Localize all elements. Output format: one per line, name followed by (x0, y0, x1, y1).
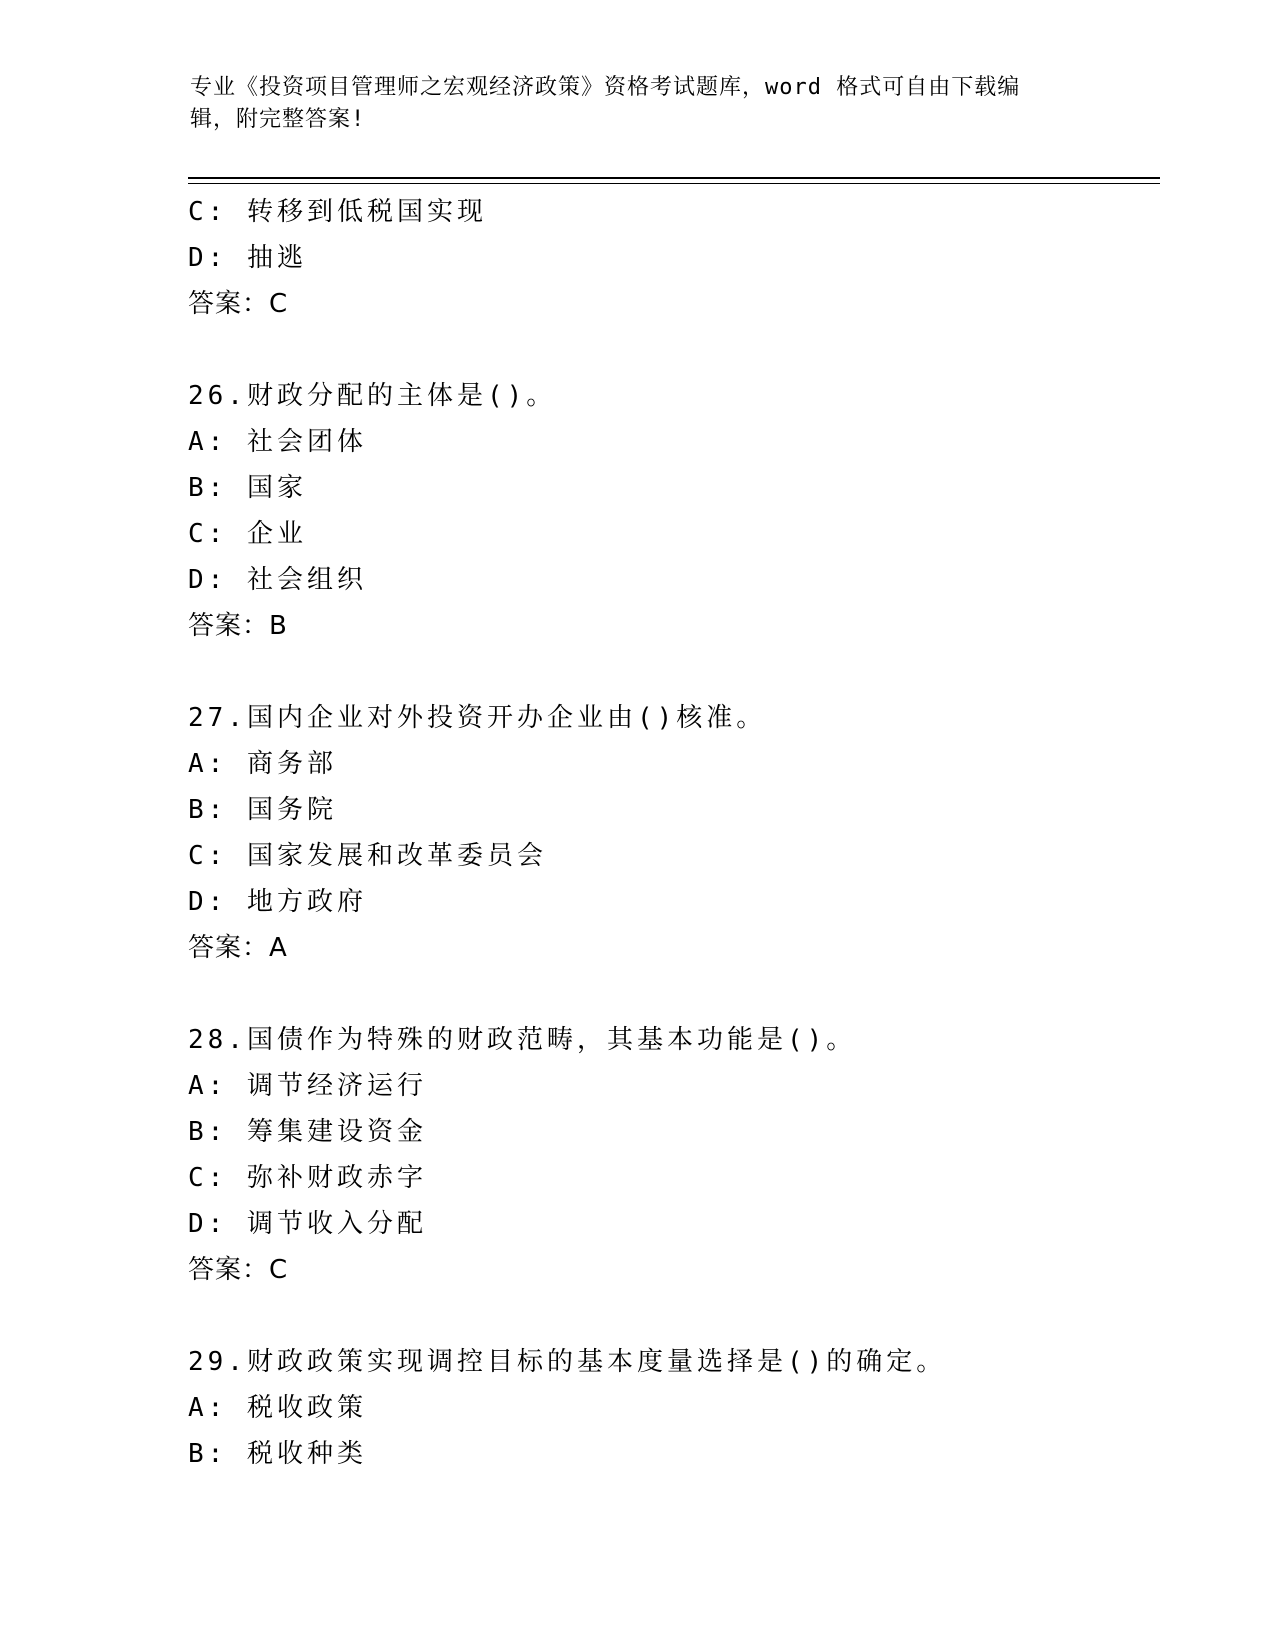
question-29 (188, 1339, 1168, 1477)
header-line-2: 辑，附完整答案! (190, 107, 366, 132)
spacer (188, 1293, 1168, 1339)
question-28 (188, 1017, 1168, 1293)
header-divider-thin (188, 183, 1160, 184)
option-b: B: 筹集建设资金 (188, 1117, 427, 1147)
spacer (188, 971, 1168, 1017)
header-line-1: 专业《投资项目管理师之宏观经济政策》资格考试题库，word 格式可自由下载编 (190, 75, 1021, 100)
answer: 答案：B (188, 611, 288, 641)
option-a: A: 调节经济运行 (188, 1071, 427, 1101)
option-d: D: 抽逃 (188, 243, 307, 273)
question-list (188, 189, 1168, 1477)
question-text: 27.国内企业对外投资开办企业由()核准。 (188, 703, 767, 733)
spacer (188, 649, 1168, 695)
document-header (190, 72, 1090, 136)
option-a: A: 社会团体 (188, 427, 367, 457)
answer: 答案：C (188, 1255, 289, 1285)
question-text: 26.财政分配的主体是()。 (188, 381, 557, 411)
option-b: B: 税收种类 (188, 1439, 367, 1469)
question-25 (188, 189, 1168, 327)
option-c: C: 转移到低税国实现 (188, 197, 487, 227)
option-b: B: 国家 (188, 473, 307, 503)
option-d: D: 社会组织 (188, 565, 367, 595)
option-c: C: 弥补财政赤字 (188, 1163, 427, 1193)
option-d: D: 地方政府 (188, 887, 367, 917)
option-b: B: 国务院 (188, 795, 337, 825)
spacer (188, 327, 1168, 373)
question-text: 29.财政政策实现调控目标的基本度量选择是()的确定。 (188, 1347, 947, 1377)
option-c: C: 国家发展和改革委员会 (188, 841, 547, 871)
option-a: A: 税收政策 (188, 1393, 367, 1423)
question-27 (188, 695, 1168, 971)
answer: 答案：A (188, 933, 288, 963)
question-26 (188, 373, 1168, 649)
option-d: D: 调节收入分配 (188, 1209, 427, 1239)
answer: 答案：C (188, 289, 289, 319)
header-divider-thick (188, 177, 1160, 179)
option-c: C: 企业 (188, 519, 307, 549)
option-a: A: 商务部 (188, 749, 337, 779)
question-text: 28.国债作为特殊的财政范畴，其基本功能是()。 (188, 1025, 857, 1055)
